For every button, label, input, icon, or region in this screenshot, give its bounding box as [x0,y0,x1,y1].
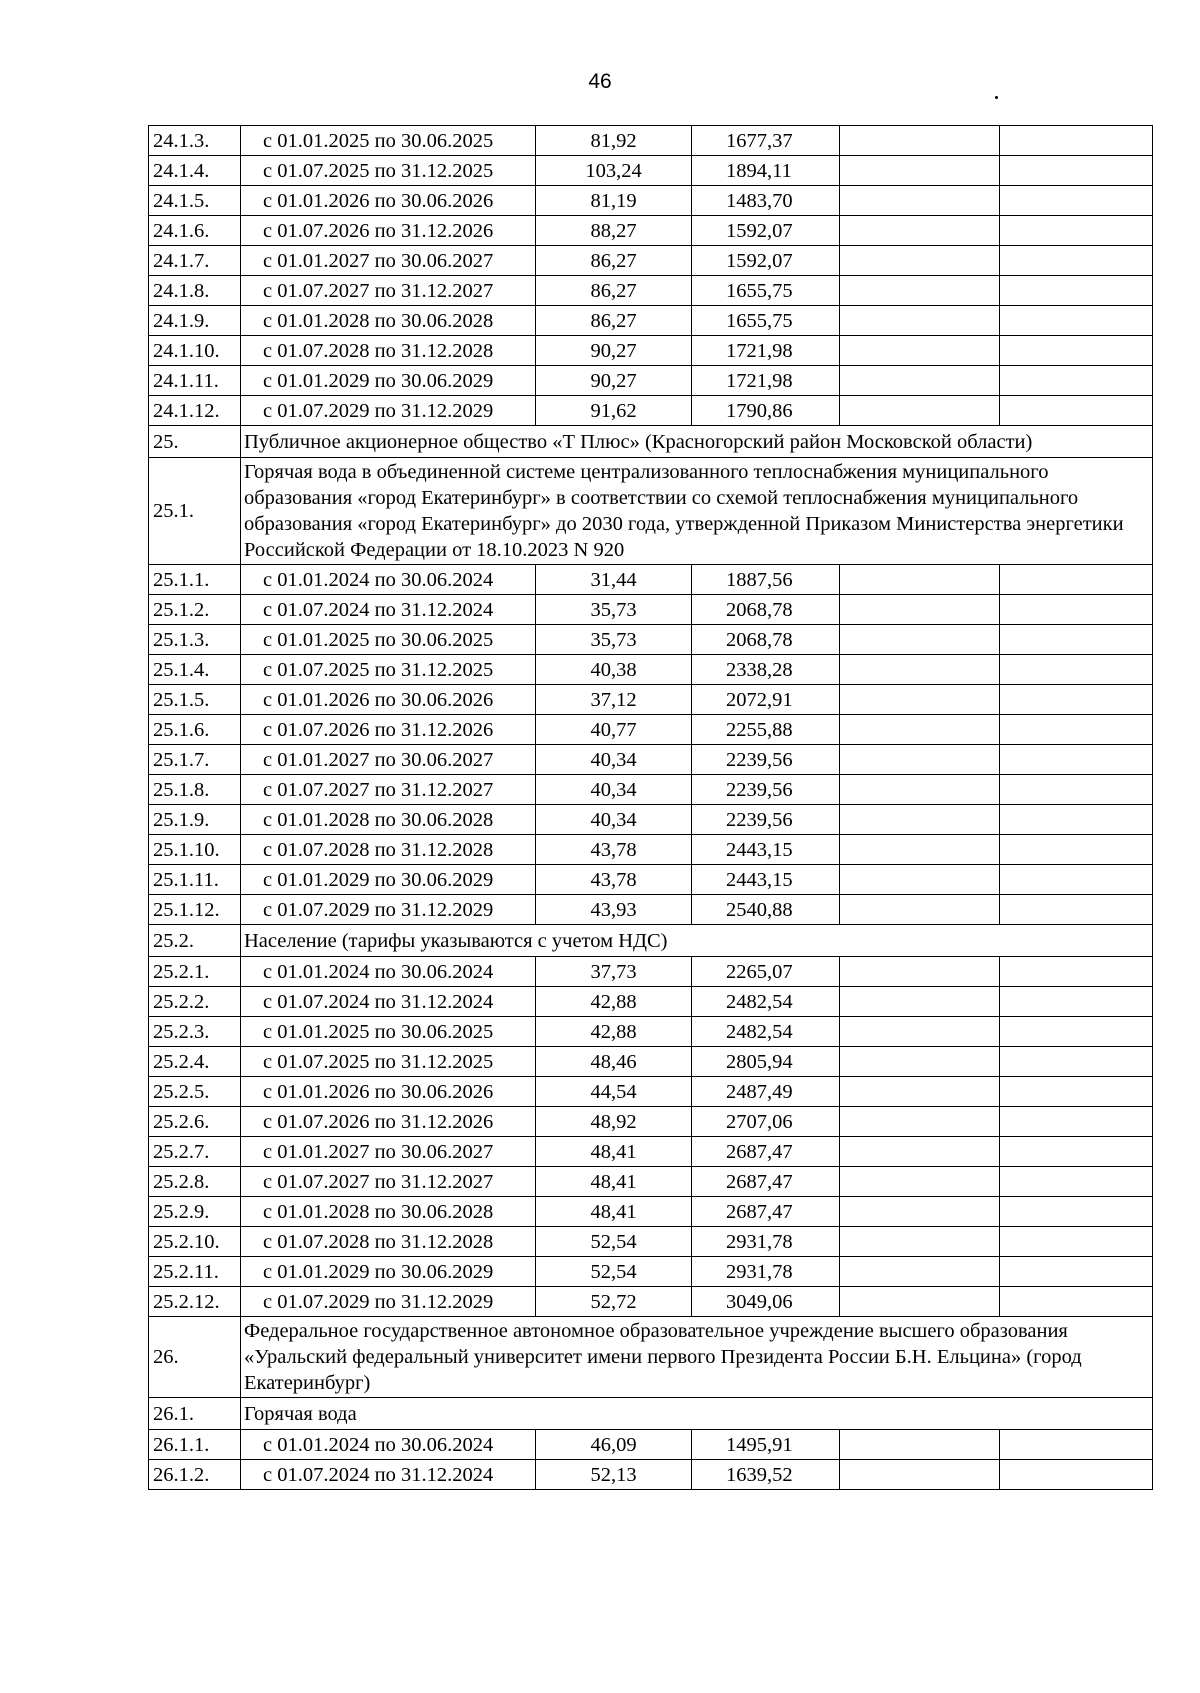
empty-cell [1000,1430,1153,1460]
tariff-value-1: 35,73 [536,595,692,625]
row-number: 24.1.4. [149,156,241,186]
section-row [149,1317,1153,1398]
tariff-value-1: 48,41 [536,1197,692,1227]
table-row [149,895,1153,925]
table-row [149,1167,1153,1197]
tariff-value-2: 2931,78 [692,1227,840,1257]
period-cell: с 01.01.2026 по 30.06.2026 [241,1077,536,1107]
period-cell: с 01.07.2026 по 31.12.2026 [241,1107,536,1137]
section-row [149,426,1153,458]
table-row [149,957,1153,987]
period-cell: с 01.07.2025 по 31.12.2025 [241,156,536,186]
period-cell: с 01.01.2026 по 30.06.2026 [241,685,536,715]
period-cell: с 01.07.2026 по 31.12.2026 [241,715,536,745]
tariff-value-1: 44,54 [536,1077,692,1107]
row-number: 25.1.11. [149,865,241,895]
tariff-value-1: 52,72 [536,1287,692,1317]
period-cell: с 01.01.2024 по 30.06.2024 [241,565,536,595]
table-row [149,126,1153,156]
table-row [149,685,1153,715]
period-cell: с 01.01.2029 по 30.06.2029 [241,1257,536,1287]
tariff-value-1: 52,54 [536,1227,692,1257]
empty-cell [840,1137,1000,1167]
empty-cell [840,1430,1000,1460]
row-number: 25.1. [149,458,241,565]
row-number: 25.1.7. [149,745,241,775]
row-number: 24.1.7. [149,246,241,276]
tariff-value-2: 1790,86 [692,396,840,426]
table-row [149,1287,1153,1317]
table-row [149,366,1153,396]
tariff-value-2: 2687,47 [692,1137,840,1167]
empty-cell [840,595,1000,625]
empty-cell [1000,306,1153,336]
table-row [149,565,1153,595]
row-number: 25.2.4. [149,1047,241,1077]
tariff-value-2: 1677,37 [692,126,840,156]
empty-cell [840,865,1000,895]
table-row [149,306,1153,336]
empty-cell [1000,595,1153,625]
period-cell: с 01.01.2028 по 30.06.2028 [241,306,536,336]
table-row [149,865,1153,895]
row-number: 25.2.10. [149,1227,241,1257]
empty-cell [840,625,1000,655]
row-number: 25.2. [149,925,241,957]
tariff-table-body [149,126,1153,1490]
period-cell: с 01.01.2025 по 30.06.2025 [241,1017,536,1047]
period-cell: с 01.07.2024 по 31.12.2024 [241,987,536,1017]
row-number: 24.1.9. [149,306,241,336]
empty-cell [1000,396,1153,426]
empty-cell [840,336,1000,366]
period-cell: с 01.07.2024 по 31.12.2024 [241,1460,536,1490]
tariff-value-1: 91,62 [536,396,692,426]
empty-cell [840,1197,1000,1227]
empty-cell [1000,835,1153,865]
tariff-value-1: 48,41 [536,1167,692,1197]
table-row [149,1017,1153,1047]
table-row [149,805,1153,835]
tariff-value-2: 2443,15 [692,835,840,865]
table-row [149,595,1153,625]
table-row [149,715,1153,745]
period-cell: с 01.01.2025 по 30.06.2025 [241,126,536,156]
period-cell: с 01.01.2029 по 30.06.2029 [241,366,536,396]
table-row [149,216,1153,246]
row-number: 25.1.8. [149,775,241,805]
empty-cell [840,216,1000,246]
period-cell: с 01.07.2028 по 31.12.2028 [241,1227,536,1257]
empty-cell [1000,895,1153,925]
row-number: 25.2.8. [149,1167,241,1197]
period-cell: с 01.07.2029 по 31.12.2029 [241,895,536,925]
empty-cell [1000,655,1153,685]
empty-cell [840,1227,1000,1257]
empty-cell [1000,1017,1153,1047]
tariff-value-2: 1655,75 [692,306,840,336]
empty-cell [1000,715,1153,745]
empty-cell [1000,1287,1153,1317]
row-number: 25.2.2. [149,987,241,1017]
table-row [149,246,1153,276]
empty-cell [1000,1167,1153,1197]
tariff-value-1: 52,13 [536,1460,692,1490]
row-number: 25.1.4. [149,655,241,685]
scan-speck [995,96,998,99]
period-cell: с 01.01.2025 по 30.06.2025 [241,625,536,655]
row-number: 25.1.5. [149,685,241,715]
table-row [149,775,1153,805]
row-number: 25.1.2. [149,595,241,625]
empty-cell [840,276,1000,306]
empty-cell [840,805,1000,835]
empty-cell [840,957,1000,987]
section-title: Горячая вода в объединенной системе централизованного теплоснабжения муниципального образования «город Екатеринбург» в соответствии со схемой теплоснабжения муниципального образования «город Екатеринбург» до 2030 года, утвержденной Приказом Министерства энергетики Российской Федерации от 18.10.2023 N 920 [241,458,1153,565]
empty-cell [1000,126,1153,156]
section-row [149,1398,1153,1430]
empty-cell [1000,1227,1153,1257]
tariff-value-2: 2482,54 [692,1017,840,1047]
empty-cell [840,715,1000,745]
table-row [149,745,1153,775]
tariff-value-2: 2931,78 [692,1257,840,1287]
tariff-value-2: 1894,11 [692,156,840,186]
tariff-value-1: 86,27 [536,246,692,276]
row-number: 26.1. [149,1398,241,1430]
empty-cell [1000,366,1153,396]
section-title: Федеральное государственное автономное образовательное учреждение высшего образования «Уральский федеральный университет имени первого Президента России Б.Н. Ельцина» (город Екатеринбург) [241,1317,1153,1398]
tariff-value-2: 2239,56 [692,745,840,775]
empty-cell [1000,745,1153,775]
period-cell: с 01.01.2026 по 30.06.2026 [241,186,536,216]
tariff-value-2: 2805,94 [692,1047,840,1077]
tariff-value-1: 81,19 [536,186,692,216]
row-number: 25.1.9. [149,805,241,835]
empty-cell [1000,1197,1153,1227]
period-cell: с 01.07.2029 по 31.12.2029 [241,1287,536,1317]
period-cell: с 01.01.2027 по 30.06.2027 [241,1137,536,1167]
tariff-value-1: 35,73 [536,625,692,655]
empty-cell [1000,1257,1153,1287]
tariff-value-1: 43,78 [536,865,692,895]
period-cell: с 01.07.2027 по 31.12.2027 [241,276,536,306]
empty-cell [1000,685,1153,715]
row-number: 25.2.3. [149,1017,241,1047]
table-row [149,1077,1153,1107]
period-cell: с 01.01.2028 по 30.06.2028 [241,1197,536,1227]
tariff-value-2: 2255,88 [692,715,840,745]
empty-cell [840,1167,1000,1197]
table-row [149,276,1153,306]
table-row [149,1137,1153,1167]
period-cell: с 01.07.2025 по 31.12.2025 [241,1047,536,1077]
row-number: 25.2.11. [149,1257,241,1287]
empty-cell [1000,775,1153,805]
row-number: 24.1.3. [149,126,241,156]
tariff-value-1: 40,38 [536,655,692,685]
tariff-value-1: 48,46 [536,1047,692,1077]
empty-cell [840,745,1000,775]
period-cell: с 01.07.2027 по 31.12.2027 [241,1167,536,1197]
empty-cell [840,126,1000,156]
row-number: 24.1.10. [149,336,241,366]
table-row [149,186,1153,216]
tariff-value-1: 43,78 [536,835,692,865]
empty-cell [840,396,1000,426]
row-number: 25.1.1. [149,565,241,595]
tariff-value-2: 2443,15 [692,865,840,895]
empty-cell [840,246,1000,276]
tariff-value-2: 1592,07 [692,246,840,276]
empty-cell [1000,186,1153,216]
table-row [149,1257,1153,1287]
row-number: 25.2.12. [149,1287,241,1317]
empty-cell [840,1017,1000,1047]
tariff-value-2: 2239,56 [692,805,840,835]
period-cell: с 01.07.2028 по 31.12.2028 [241,336,536,366]
row-number: 24.1.5. [149,186,241,216]
period-cell: с 01.07.2025 по 31.12.2025 [241,655,536,685]
row-number: 25. [149,426,241,458]
tariff-value-2: 1495,91 [692,1430,840,1460]
table-row [149,336,1153,366]
period-cell: с 01.07.2028 по 31.12.2028 [241,835,536,865]
tariff-value-2: 1592,07 [692,216,840,246]
period-cell: с 01.01.2027 по 30.06.2027 [241,246,536,276]
period-cell: с 01.01.2024 по 30.06.2024 [241,1430,536,1460]
tariff-value-1: 90,27 [536,336,692,366]
empty-cell [840,1107,1000,1137]
table-row [149,1197,1153,1227]
empty-cell [840,306,1000,336]
tariff-value-2: 2068,78 [692,625,840,655]
tariff-value-2: 2338,28 [692,655,840,685]
empty-cell [840,565,1000,595]
tariff-value-1: 37,12 [536,685,692,715]
empty-cell [840,655,1000,685]
table-row [149,655,1153,685]
tariff-value-2: 2687,47 [692,1167,840,1197]
tariff-value-1: 48,92 [536,1107,692,1137]
empty-cell [840,186,1000,216]
tariff-value-1: 40,77 [536,715,692,745]
period-cell: с 01.01.2024 по 30.06.2024 [241,957,536,987]
empty-cell [840,987,1000,1017]
tariff-value-1: 40,34 [536,745,692,775]
empty-cell [1000,987,1153,1017]
tariff-value-1: 40,34 [536,805,692,835]
tariff-value-2: 1639,52 [692,1460,840,1490]
tariff-value-1: 81,92 [536,126,692,156]
tariff-value-1: 40,34 [536,775,692,805]
tariff-value-2: 2239,56 [692,775,840,805]
tariff-value-2: 1887,56 [692,565,840,595]
empty-cell [1000,1107,1153,1137]
empty-cell [1000,276,1153,306]
tariff-value-2: 2487,49 [692,1077,840,1107]
tariff-value-2: 2482,54 [692,987,840,1017]
tariff-value-2: 2707,06 [692,1107,840,1137]
period-cell: с 01.07.2027 по 31.12.2027 [241,775,536,805]
row-number: 25.2.7. [149,1137,241,1167]
empty-cell [840,1287,1000,1317]
row-number: 26.1.2. [149,1460,241,1490]
period-cell: с 01.07.2029 по 31.12.2029 [241,396,536,426]
row-number: 25.2.1. [149,957,241,987]
row-number: 25.1.6. [149,715,241,745]
empty-cell [840,1047,1000,1077]
section-row [149,458,1153,565]
table-row [149,396,1153,426]
period-cell: с 01.07.2026 по 31.12.2026 [241,216,536,246]
section-title: Публичное акционерное общество «Т Плюс» (Красногорский район Московской области) [241,426,1153,458]
empty-cell [1000,1137,1153,1167]
tariff-value-2: 1483,70 [692,186,840,216]
tariff-value-1: 37,73 [536,957,692,987]
tariff-table [148,125,1153,1490]
empty-cell [840,775,1000,805]
tariff-value-1: 43,93 [536,895,692,925]
table-row [149,835,1153,865]
row-number: 25.2.5. [149,1077,241,1107]
tariff-value-2: 3049,06 [692,1287,840,1317]
empty-cell [1000,1077,1153,1107]
row-number: 24.1.8. [149,276,241,306]
empty-cell [840,895,1000,925]
empty-cell [840,685,1000,715]
tariff-value-2: 2687,47 [692,1197,840,1227]
empty-cell [1000,625,1153,655]
empty-cell [840,1077,1000,1107]
tariff-value-2: 1721,98 [692,336,840,366]
empty-cell [840,1460,1000,1490]
row-number: 24.1.11. [149,366,241,396]
tariff-value-2: 1721,98 [692,366,840,396]
empty-cell [1000,1460,1153,1490]
table-row [149,156,1153,186]
period-cell: с 01.01.2027 по 30.06.2027 [241,745,536,775]
empty-cell [1000,957,1153,987]
tariff-value-2: 2265,07 [692,957,840,987]
empty-cell [840,1257,1000,1287]
row-number: 24.1.12. [149,396,241,426]
tariff-value-2: 2072,91 [692,685,840,715]
empty-cell [1000,805,1153,835]
empty-cell [1000,216,1153,246]
tariff-value-1: 103,24 [536,156,692,186]
row-number: 26.1.1. [149,1430,241,1460]
tariff-value-1: 88,27 [536,216,692,246]
tariff-value-2: 2540,88 [692,895,840,925]
table-row [149,1460,1153,1490]
tariff-value-1: 46,09 [536,1430,692,1460]
tariff-value-2: 1655,75 [692,276,840,306]
row-number: 25.1.12. [149,895,241,925]
table-row [149,625,1153,655]
row-number: 24.1.6. [149,216,241,246]
table-row [149,1430,1153,1460]
table-row [149,987,1153,1017]
tariff-value-1: 90,27 [536,366,692,396]
tariff-value-1: 86,27 [536,276,692,306]
row-number: 25.2.6. [149,1107,241,1137]
table-row [149,1107,1153,1137]
row-number: 26. [149,1317,241,1398]
tariff-value-1: 48,41 [536,1137,692,1167]
row-number: 25.2.9. [149,1197,241,1227]
empty-cell [1000,156,1153,186]
page-number: 46 [588,70,612,93]
tariff-value-2: 2068,78 [692,595,840,625]
empty-cell [1000,1047,1153,1077]
table-row [149,1047,1153,1077]
empty-cell [1000,865,1153,895]
empty-cell [840,835,1000,865]
period-cell: с 01.01.2028 по 30.06.2028 [241,805,536,835]
section-row [149,925,1153,957]
empty-cell [1000,246,1153,276]
tariff-value-1: 42,88 [536,987,692,1017]
tariff-value-1: 42,88 [536,1017,692,1047]
tariff-value-1: 52,54 [536,1257,692,1287]
section-title: Население (тарифы указываются с учетом НДС) [241,925,1153,957]
tariff-value-1: 31,44 [536,565,692,595]
row-number: 25.1.3. [149,625,241,655]
section-title: Горячая вода [241,1398,1153,1430]
table-row [149,1227,1153,1257]
empty-cell [840,366,1000,396]
empty-cell [840,156,1000,186]
period-cell: с 01.01.2029 по 30.06.2029 [241,865,536,895]
tariff-value-1: 86,27 [536,306,692,336]
period-cell: с 01.07.2024 по 31.12.2024 [241,595,536,625]
empty-cell [1000,565,1153,595]
row-number: 25.1.10. [149,835,241,865]
empty-cell [1000,336,1153,366]
